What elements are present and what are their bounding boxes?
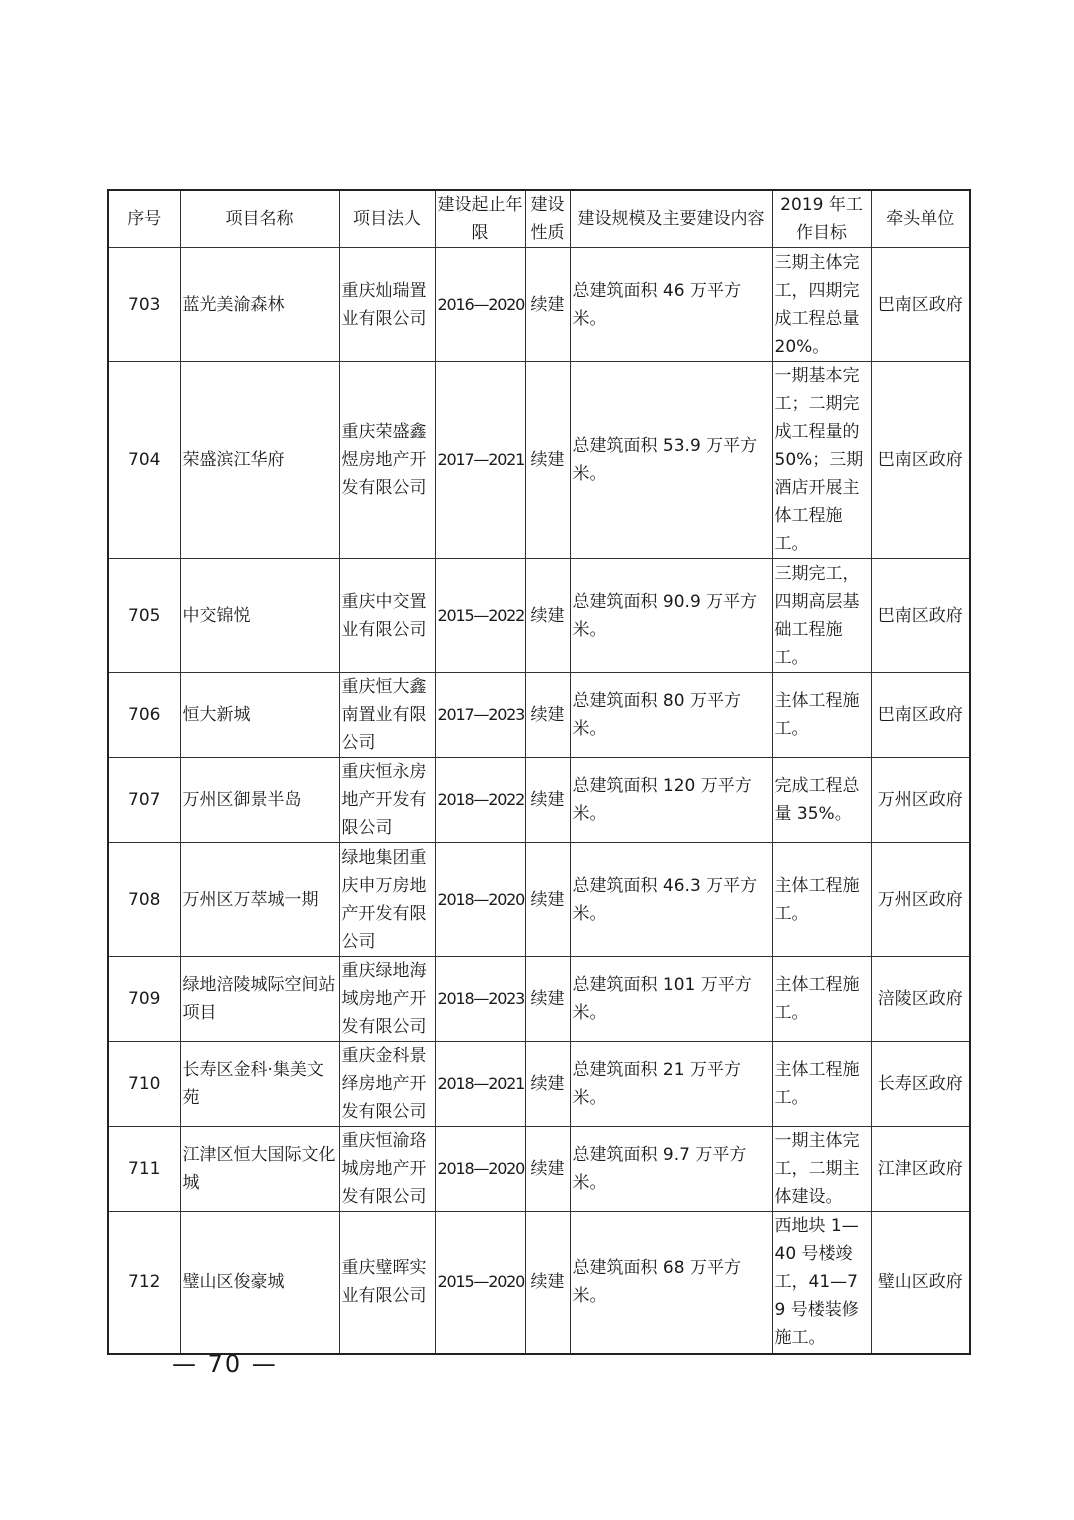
cell-org: 重庆金科景绎房地产开发有限公司 <box>339 1042 435 1127</box>
cell-goal: 西地块 1—40 号楼竣工，41—79 号楼装修施工。 <box>772 1212 871 1354</box>
header-name: 项目名称 <box>180 190 339 248</box>
cell-name: 恒大新城 <box>180 673 339 758</box>
cell-period: 2018—2022 <box>435 758 525 843</box>
cell-name: 璧山区俊豪城 <box>180 1212 339 1354</box>
cell-no: 704 <box>108 362 180 559</box>
table-row <box>108 559 970 673</box>
cell-org: 重庆荣盛鑫煜房地产开发有限公司 <box>339 362 435 559</box>
cell-name: 长寿区金科·集美文苑 <box>180 1042 339 1127</box>
cell-type: 续建 <box>525 1127 570 1212</box>
cell-scale: 总建筑面积 120 万平方米。 <box>570 758 772 843</box>
cell-goal: 主体工程施工。 <box>772 957 871 1042</box>
header-goal: 2019 年工作目标 <box>772 190 871 248</box>
cell-type: 续建 <box>525 1212 570 1354</box>
project-table <box>107 189 971 1355</box>
cell-period: 2018—2020 <box>435 1127 525 1212</box>
cell-no: 710 <box>108 1042 180 1127</box>
cell-no: 711 <box>108 1127 180 1212</box>
cell-lead: 巴南区政府 <box>871 248 970 362</box>
cell-lead: 巴南区政府 <box>871 362 970 559</box>
cell-no: 705 <box>108 559 180 673</box>
header-period: 建设起止年限 <box>435 190 525 248</box>
cell-period: 2015—2020 <box>435 1212 525 1354</box>
cell-scale: 总建筑面积 46 万平方米。 <box>570 248 772 362</box>
cell-lead: 巴南区政府 <box>871 559 970 673</box>
cell-type: 续建 <box>525 559 570 673</box>
cell-period: 2017—2021 <box>435 362 525 559</box>
table-row <box>108 1127 970 1212</box>
cell-type: 续建 <box>525 248 570 362</box>
table-row <box>108 362 970 559</box>
cell-goal: 三期完工，四期高层基础工程施工。 <box>772 559 871 673</box>
cell-lead: 巴南区政府 <box>871 673 970 758</box>
table-row <box>108 957 970 1042</box>
cell-no: 706 <box>108 673 180 758</box>
cell-period: 2015—2022 <box>435 559 525 673</box>
table-row <box>108 1042 970 1127</box>
cell-name: 蓝光美渝森林 <box>180 248 339 362</box>
header-scale: 建设规模及主要建设内容 <box>570 190 772 248</box>
cell-no: 709 <box>108 957 180 1042</box>
cell-name: 万州区万萃城一期 <box>180 843 339 957</box>
page-number: — 70 — <box>172 1350 278 1378</box>
table-row <box>108 673 970 758</box>
cell-org: 重庆璧晖实业有限公司 <box>339 1212 435 1354</box>
table-row <box>108 843 970 957</box>
cell-goal: 一期基本完工；二期完成工程量的50%；三期酒店开展主体工程施工。 <box>772 362 871 559</box>
cell-org: 重庆恒渝珞城房地产开发有限公司 <box>339 1127 435 1212</box>
cell-org: 重庆灿瑞置业有限公司 <box>339 248 435 362</box>
cell-type: 续建 <box>525 758 570 843</box>
cell-goal: 一期主体完工，二期主体建设。 <box>772 1127 871 1212</box>
header-org: 项目法人 <box>339 190 435 248</box>
cell-scale: 总建筑面积 80 万平方米。 <box>570 673 772 758</box>
cell-type: 续建 <box>525 843 570 957</box>
cell-type: 续建 <box>525 1042 570 1127</box>
cell-no: 703 <box>108 248 180 362</box>
header-type: 建设性质 <box>525 190 570 248</box>
cell-goal: 主体工程施工。 <box>772 673 871 758</box>
cell-name: 绿地涪陵城际空间站项目 <box>180 957 339 1042</box>
cell-no: 708 <box>108 843 180 957</box>
header-lead: 牵头单位 <box>871 190 970 248</box>
table-header-row <box>108 190 970 248</box>
cell-type: 续建 <box>525 673 570 758</box>
cell-name: 中交锦悦 <box>180 559 339 673</box>
cell-period: 2018—2023 <box>435 957 525 1042</box>
cell-name: 荣盛滨江华府 <box>180 362 339 559</box>
cell-lead: 江津区政府 <box>871 1127 970 1212</box>
table-row <box>108 1212 970 1354</box>
cell-scale: 总建筑面积 53.9 万平方米。 <box>570 362 772 559</box>
cell-scale: 总建筑面积 68 万平方米。 <box>570 1212 772 1354</box>
cell-lead: 涪陵区政府 <box>871 957 970 1042</box>
cell-lead: 万州区政府 <box>871 843 970 957</box>
cell-goal: 三期主体完工，四期完成工程总量20%。 <box>772 248 871 362</box>
cell-goal: 主体工程施工。 <box>772 1042 871 1127</box>
cell-period: 2016—2020 <box>435 248 525 362</box>
cell-org: 绿地集团重庆申万房地产开发有限公司 <box>339 843 435 957</box>
cell-name: 江津区恒大国际文化城 <box>180 1127 339 1212</box>
cell-no: 712 <box>108 1212 180 1354</box>
cell-name: 万州区御景半岛 <box>180 758 339 843</box>
cell-org: 重庆恒永房地产开发有限公司 <box>339 758 435 843</box>
cell-period: 2018—2020 <box>435 843 525 957</box>
cell-scale: 总建筑面积 9.7 万平方米。 <box>570 1127 772 1212</box>
cell-org: 重庆中交置业有限公司 <box>339 559 435 673</box>
cell-goal: 主体工程施工。 <box>772 843 871 957</box>
cell-scale: 总建筑面积 46.3 万平方米。 <box>570 843 772 957</box>
cell-org: 重庆恒大鑫南置业有限公司 <box>339 673 435 758</box>
table-row <box>108 248 970 362</box>
table-row <box>108 758 970 843</box>
cell-type: 续建 <box>525 957 570 1042</box>
cell-type: 续建 <box>525 362 570 559</box>
cell-lead: 长寿区政府 <box>871 1042 970 1127</box>
cell-no: 707 <box>108 758 180 843</box>
header-no: 序号 <box>108 190 180 248</box>
cell-lead: 万州区政府 <box>871 758 970 843</box>
cell-org: 重庆绿地海域房地产开发有限公司 <box>339 957 435 1042</box>
cell-scale: 总建筑面积 21 万平方米。 <box>570 1042 772 1127</box>
cell-goal: 完成工程总量 35%。 <box>772 758 871 843</box>
cell-lead: 璧山区政府 <box>871 1212 970 1354</box>
cell-period: 2018—2021 <box>435 1042 525 1127</box>
cell-period: 2017—2023 <box>435 673 525 758</box>
cell-scale: 总建筑面积 101 万平方米。 <box>570 957 772 1042</box>
cell-scale: 总建筑面积 90.9 万平方米。 <box>570 559 772 673</box>
